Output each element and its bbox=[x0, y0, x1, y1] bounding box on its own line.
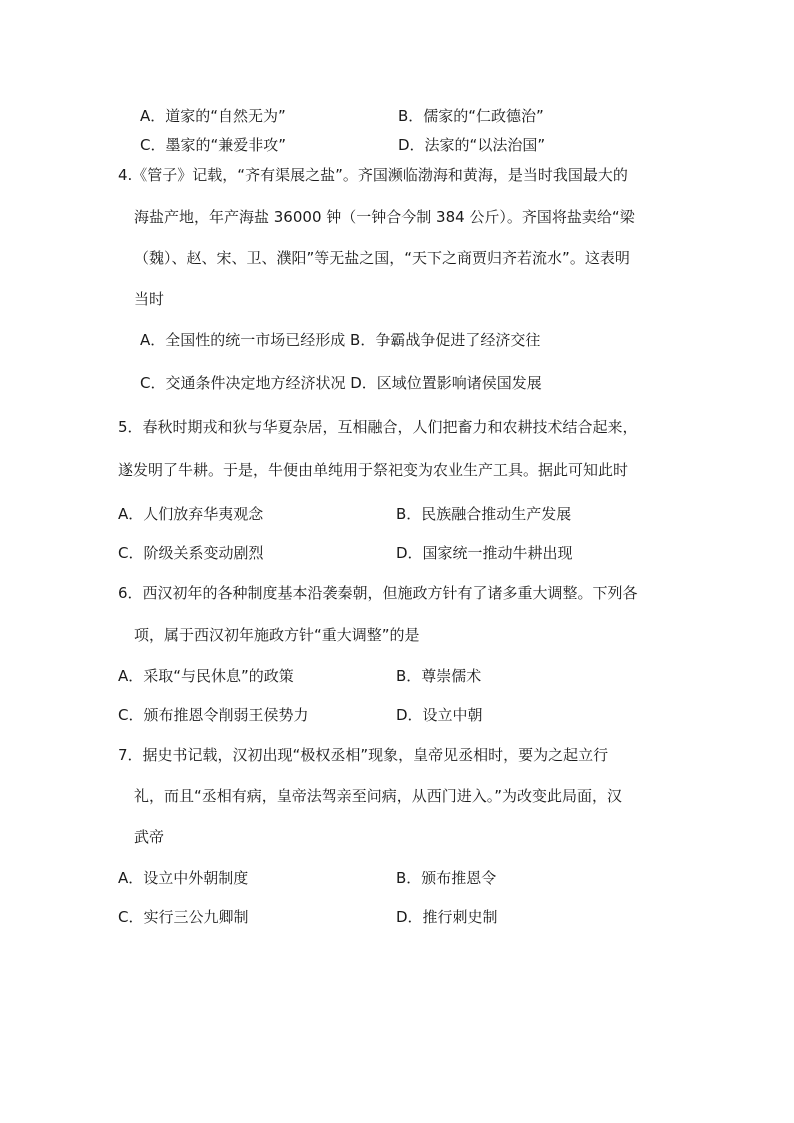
q7-option-a[interactable]: A．设立中外朝制度 bbox=[118, 869, 249, 887]
q7-stem-line-3: 武帝 bbox=[134, 828, 165, 846]
q7-option-b[interactable]: B．颁布推恩令 bbox=[396, 869, 497, 887]
q5-option-a[interactable]: A．人们放弃华夷观念 bbox=[118, 505, 264, 523]
q3-option-c[interactable]: C．墨家的“兼爱非攻” bbox=[140, 136, 287, 154]
q3-option-a[interactable]: A．道家的“自然无为” bbox=[140, 107, 286, 125]
q3-option-b[interactable]: B．儒家的“仁政德治” bbox=[398, 107, 544, 125]
q7-stem-line-1: 7．据史书记载，汉初出现“极权丞相”现象，皇帝见丞相时，要为之起立行 bbox=[118, 746, 609, 764]
q5-option-d[interactable]: D．国家统一推动牛耕出现 bbox=[396, 544, 573, 562]
q7-option-c[interactable]: C．实行三公九卿制 bbox=[118, 908, 249, 926]
q6-option-a[interactable]: A．采取“与民休息”的政策 bbox=[118, 667, 294, 685]
q5-option-c[interactable]: C．阶级关系变动剧烈 bbox=[118, 544, 264, 562]
q4-stem-line-4: 当时 bbox=[134, 290, 165, 308]
q4-options-ab[interactable]: A．全国性的统一市场已经形成 B．争霸战争促进了经济交往 bbox=[140, 331, 541, 349]
q4-stem-line-1: 4.《管子》记载，“齐有渠展之盐”。齐国濒临渤海和黄海，是当时我国最大的 bbox=[118, 166, 628, 184]
q3-option-d[interactable]: D．法家的“以法治国” bbox=[398, 136, 546, 154]
q4-stem-line-2: 海盐产地，年产海盐 36000 钟（一钟合今制 384 公斤）。齐国将盐卖给“梁 bbox=[134, 208, 635, 226]
q5-option-b[interactable]: B．民族融合推动生产发展 bbox=[396, 505, 572, 523]
q6-option-d[interactable]: D．设立中朝 bbox=[396, 706, 483, 724]
q6-option-b[interactable]: B．尊崇儒术 bbox=[396, 667, 482, 685]
q7-stem-line-2: 礼，而且“丞相有病，皇帝法驾亲至问病，从西门进入。”为改变此局面，汉 bbox=[134, 787, 623, 805]
q6-option-c[interactable]: C．颁布推恩令削弱王侯势力 bbox=[118, 706, 309, 724]
q7-option-d[interactable]: D．推行刺史制 bbox=[396, 908, 498, 926]
q4-stem-line-3: （魏）、赵、宋、卫、濮阳”等无盐之国，“天下之商贾归齐若流水”。这表明 bbox=[134, 249, 630, 267]
q6-stem-line-2: 项，属于西汉初年施政方针“重大调整”的是 bbox=[134, 626, 420, 644]
q4-options-cd[interactable]: C．交通条件决定地方经济状况 D．区域位置影响诸侯国发展 bbox=[140, 374, 542, 392]
q5-stem-line-2: 遂发明了牛耕。于是，牛便由单纯用于祭祀变为农业生产工具。据此可知此时 bbox=[118, 461, 629, 479]
q6-stem-line-1: 6．西汉初年的各种制度基本沿袭秦朝，但施政方针有了诸多重大调整。下列各 bbox=[118, 584, 638, 602]
q5-stem-line-1: 5．春秋时期戎和狄与华夏杂居，互相融合，人们把畜力和农耕技术结合起来， bbox=[118, 418, 638, 436]
